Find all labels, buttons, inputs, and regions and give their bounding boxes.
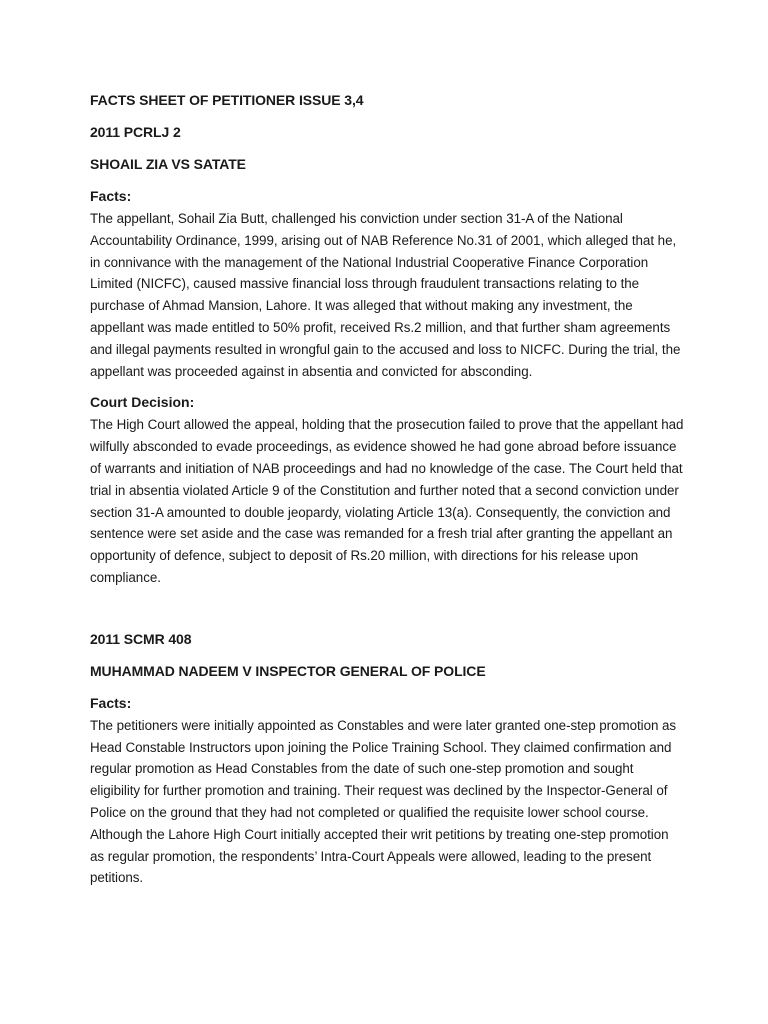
case1-facts-label: Facts:: [90, 188, 132, 204]
case1-citation: 2011 PCRLJ 2: [90, 124, 181, 140]
case1-parties: SHOAIL ZIA VS SATATE: [90, 156, 246, 172]
case2-citation: 2011 SCMR 408: [90, 630, 192, 647]
section-spacer: [90, 599, 686, 629]
case1-decision-text: The High Court allowed the appeal, holding that the prosecution failed to prove that the appellant had wilfully absconded to evade proceedings, as evidence showed he had gone abroad before issuance of warrants and initiation of NAB proceedings and had no knowledge of the case. The Court held that trial in absentia violated Article 9 of the Constitution and further noted that a second conviction under section 31-A amounted to double jeopardy, violating Article 13(a). Consequently, the conviction and sentence were set aside and the case was remanded for a fresh trial after granting the appellant an opportunity of defence, subject to deposit of Rs.20 million, with directions for his release upon compliance.: [90, 417, 684, 585]
document-page: [90, 90, 686, 899]
case1-facts-text: The appellant, Sohail Zia Butt, challenged his conviction under section 31-A of the National Accountability Ordinance, 1999, arising out of NAB Reference No.31 of 2001, which alleged that he, in connivance with the management of the National Industrial Cooperative Finance Corporation Limited (NICFC), caused massive financial loss through fraudulent transactions relating to the purchase of Ahmad Mansion, Lahore. It was alleged that without making any investment, the appellant was made entitled to 50% profit, received Rs.2 million, and that further sham agreements and illegal payments resulted in wrongful gain to the accused and loss to NICFC. During the trial, the appellant was proceeded against in absentia and convicted for absconding.: [90, 211, 681, 379]
case2-parties: MUHAMMAD NADEEM V INSPECTOR GENERAL OF POLICE: [90, 662, 486, 679]
case1-decision-label: Court Decision:: [90, 394, 195, 411]
document-title: FACTS SHEET OF PETITIONER ISSUE 3,4: [90, 92, 364, 108]
case2-facts-label: Facts:: [90, 694, 132, 711]
case2-facts-text: The petitioners were initially appointed as Constables and were later granted one-step promotion as Head Constable Instructors upon joining the Police Training School. They claimed confirmation and regular promotion as Head Constables from the date of such one-step promotion and sought eligibility for further promotion and training. Their request was declined by the Inspector-General of Police on the ground that they had not completed or qualified the requisite lower school course. Although the Lahore High Court initially accepted their writ petitions by treating one-step promotion as regular promotion, the respondents’ Intra-Court Appeals were allowed, leading to the present petitions.: [90, 717, 677, 886]
